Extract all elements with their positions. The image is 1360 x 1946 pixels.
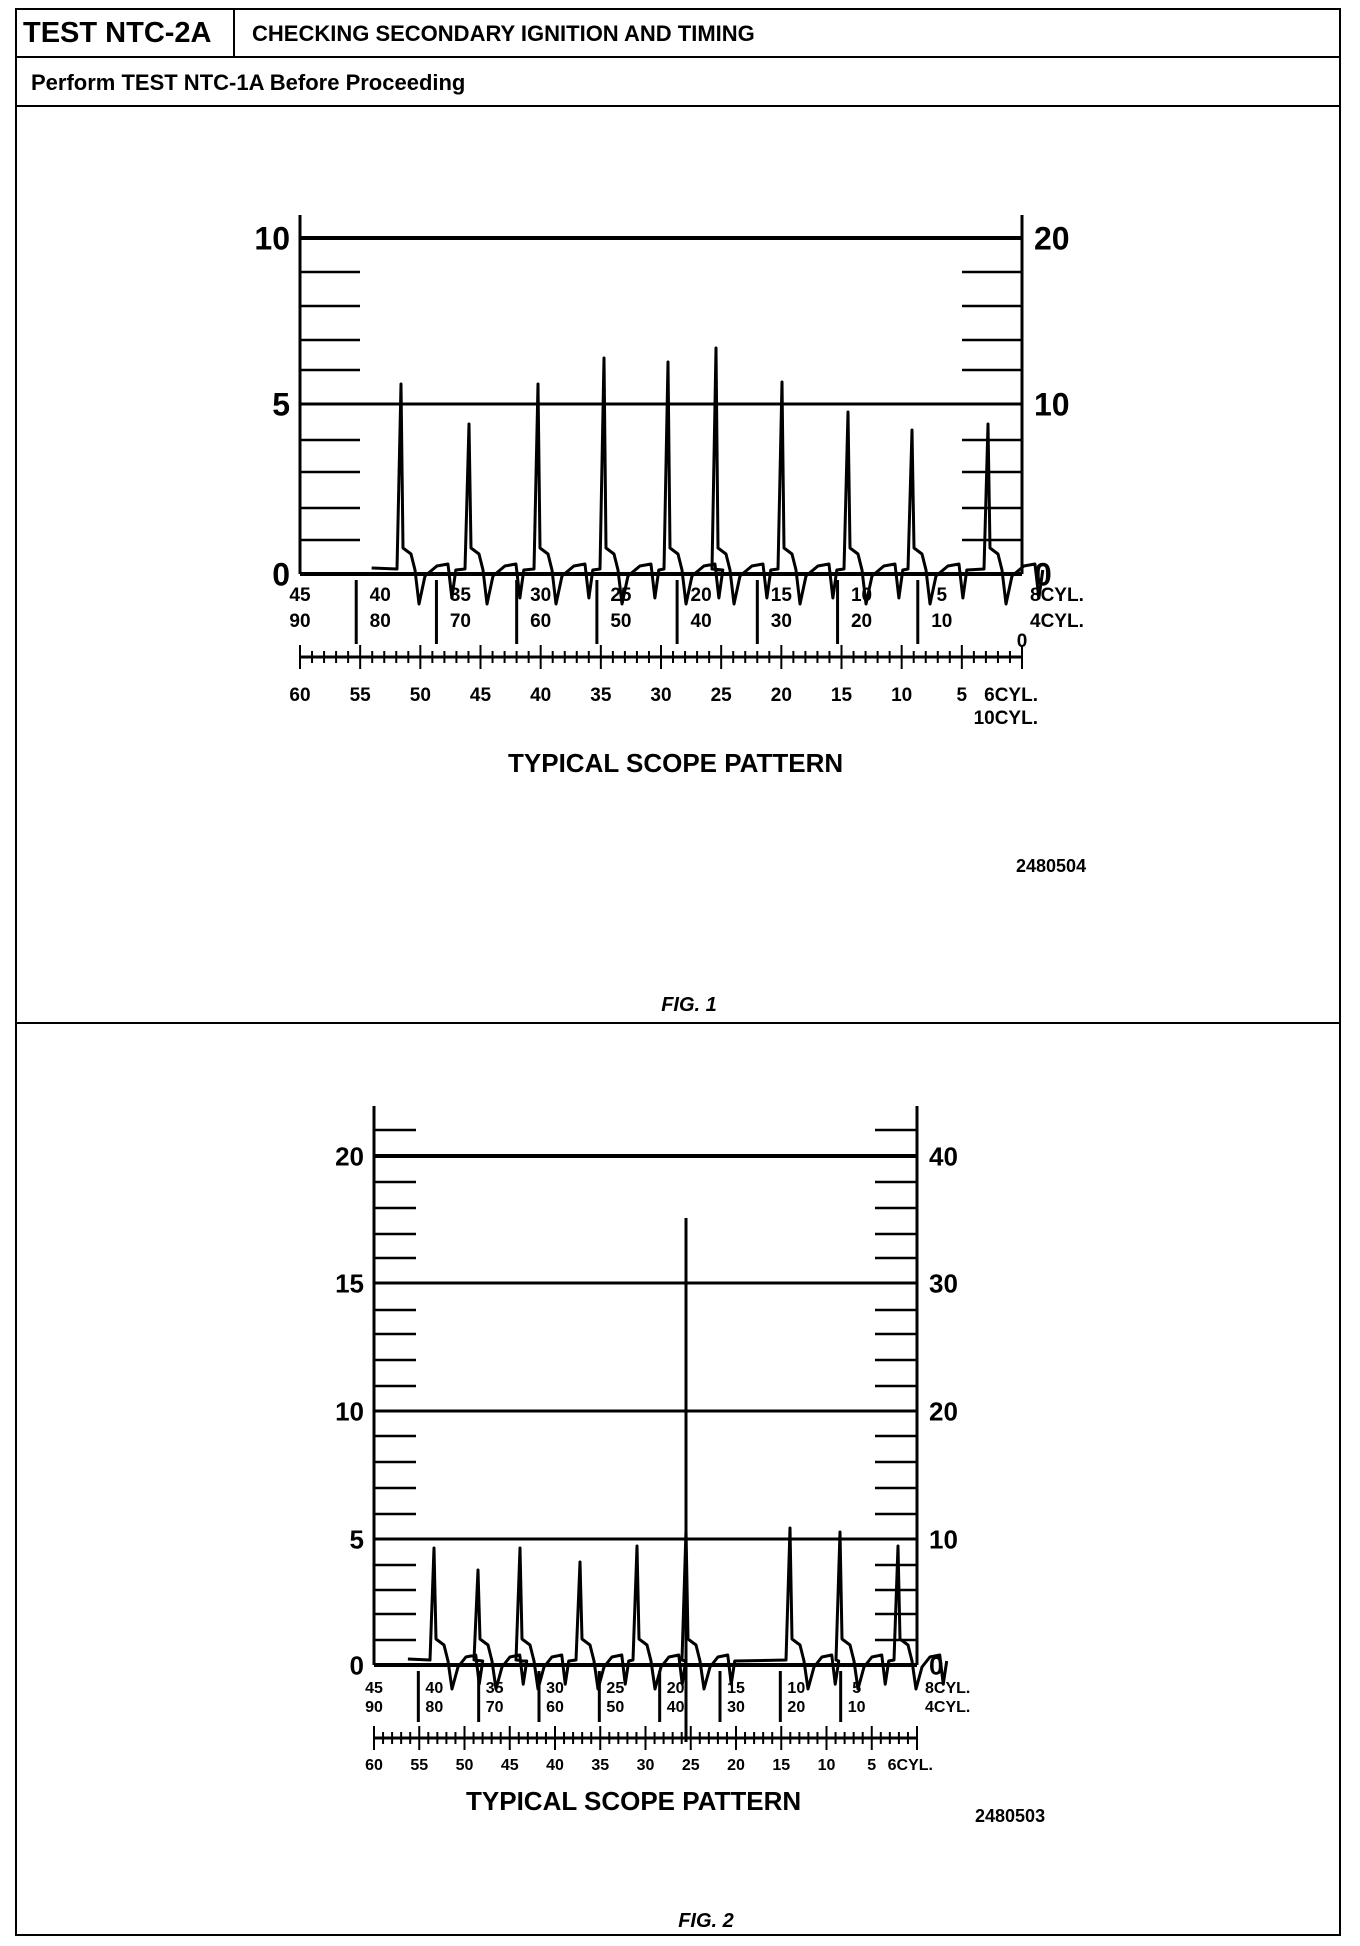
cyl4-degree-label: 80 <box>369 611 391 632</box>
cyl8-degree-label: 20 <box>666 1680 685 1697</box>
cyl8-label: 8CYL. <box>925 1680 971 1697</box>
left-scale-label: 10 <box>254 220 290 257</box>
left-scale-label: 10 <box>335 1396 364 1427</box>
cyl4-degree-label: 80 <box>425 1699 444 1716</box>
cyl4-degree-label: 40 <box>666 1699 685 1716</box>
cyl4-degree-label: 70 <box>449 611 472 632</box>
cyl8-degree-label: 10 <box>787 1680 806 1697</box>
cyl8-degree-label: 35 <box>485 1680 504 1697</box>
fig1-scope-pattern <box>254 215 1083 729</box>
right-scale-label: 30 <box>929 1268 958 1299</box>
cyl4-label: 4CYL. <box>1030 611 1084 632</box>
cyl4-degree-label: 20 <box>850 611 873 632</box>
cyl8-degree-label: 15 <box>727 1680 745 1697</box>
cyl8-degree-label: 10 <box>850 585 873 606</box>
cyl4-degree-label: 90 <box>365 1699 383 1716</box>
cyl4-degree-label: 30 <box>770 611 792 632</box>
cyl4-degree-label: 10 <box>847 1699 866 1716</box>
right-scale-label: 0 <box>1034 556 1052 593</box>
fig2-number: 2480503 <box>975 1806 1046 1826</box>
cyl8-degree-label: 30 <box>546 1680 564 1697</box>
cyl6-degree-label: 20 <box>727 1757 745 1774</box>
cyl8-degree-label: 15 <box>770 585 792 606</box>
right-scale-label: 20 <box>1034 220 1070 257</box>
cyl6-degree-label: 5 <box>956 685 968 706</box>
cyl10-label: 10CYL. <box>973 708 1038 729</box>
cyl4-degree-label: 90 <box>289 611 311 632</box>
cyl6-degree-label: 30 <box>650 685 672 706</box>
cyl6-degree-label: 25 <box>710 685 732 706</box>
cyl6-degree-label: 50 <box>455 1757 474 1774</box>
cyl4-degree-label: 50 <box>606 1699 625 1716</box>
fig1-caption: TYPICAL SCOPE PATTERN <box>508 748 844 778</box>
cyl6-degree-label: 15 <box>830 685 853 706</box>
cyl8-degree-label: 20 <box>690 585 712 606</box>
cyl6-degree-label: 10 <box>891 685 913 706</box>
cyl6-degree-label: 15 <box>772 1757 791 1774</box>
fig2-caption: TYPICAL SCOPE PATTERN <box>466 1786 802 1816</box>
cyl8-degree-label: 5 <box>936 585 948 606</box>
cyl6-degree-label: 10 <box>817 1757 836 1774</box>
cyl4-degree-label: 60 <box>530 611 552 632</box>
cyl8-degree-label: 45 <box>289 585 311 606</box>
cyl6-degree-label: 5 <box>867 1757 877 1774</box>
cyl6-degree-label: 45 <box>469 685 492 706</box>
cyl8-degree-label: 40 <box>425 1680 444 1697</box>
right-scale-label: 20 <box>929 1396 958 1427</box>
cyl6-degree-label: 35 <box>591 1757 610 1774</box>
cyl4-degree-label: 30 <box>727 1699 745 1716</box>
left-scale-label: 5 <box>272 386 290 423</box>
left-scale-label: 15 <box>335 1268 364 1299</box>
cyl6-degree-label: 40 <box>546 1757 564 1774</box>
cyl4-degree-label: 40 <box>690 611 712 632</box>
cyl6-degree-label: 40 <box>530 685 552 706</box>
cyl6-degree-label: 50 <box>409 685 431 706</box>
cyl8-degree-label: 25 <box>610 585 632 606</box>
cyl8-degree-label: 30 <box>530 585 552 606</box>
cyl4-degree-label: 50 <box>610 611 632 632</box>
cyl6-degree-label: 55 <box>410 1757 429 1774</box>
scope-waveform <box>369 348 1043 606</box>
cyl4-degree-label: 60 <box>546 1699 564 1716</box>
cyl8-degree-label: 35 <box>449 585 472 606</box>
cyl8-degree-label: 40 <box>369 585 391 606</box>
right-scale-label: 0 <box>929 1650 944 1681</box>
left-scale-label: 20 <box>335 1141 364 1172</box>
cyl4-degree-label: 70 <box>485 1699 504 1716</box>
right-scale-label: 40 <box>929 1141 958 1172</box>
fig2-scope-pattern <box>335 1106 970 1774</box>
cyl6-degree-label: 20 <box>770 685 792 706</box>
cyl4-label: 4CYL. <box>925 1699 971 1716</box>
cyl6-degree-label: 60 <box>365 1757 383 1774</box>
fig1-number: 2480504 <box>1016 856 1087 876</box>
cyl8-degree-label: 5 <box>852 1680 862 1697</box>
cyl6-degree-label: 30 <box>636 1757 655 1774</box>
cyl8-degree-label: 45 <box>365 1680 383 1697</box>
cyl6-degree-label: 35 <box>590 685 612 706</box>
right-scale-label: 10 <box>929 1524 958 1555</box>
cyl6-degree-label: 45 <box>500 1757 519 1774</box>
left-scale-label: 0 <box>272 556 290 593</box>
cyl6-degree-label: 55 <box>349 685 371 706</box>
cyl6-degree-label: 60 <box>289 685 311 706</box>
prerequisite-note: Perform TEST NTC-1A Before Proceeding <box>17 58 1339 107</box>
right-scale-label: 10 <box>1034 386 1070 423</box>
fig2-label: FIG. 2 <box>678 1910 734 1932</box>
left-scale-label: 0 <box>349 1650 364 1681</box>
left-scale-label: 5 <box>349 1524 364 1555</box>
test-id: TEST NTC-2A <box>17 10 235 56</box>
cyl6-label: 6CYL. <box>887 1757 933 1774</box>
test-title: CHECKING SECONDARY IGNITION AND TIMING <box>252 21 755 46</box>
cyl6-label: 6CYL. <box>984 685 1038 706</box>
cyl6-degree-label: 25 <box>681 1757 700 1774</box>
cyl8-label: 8CYL. <box>1030 585 1084 606</box>
cyl4-degree-label: 20 <box>787 1699 806 1716</box>
cyl4-degree-label: 10 <box>931 611 953 632</box>
cyl8-degree-label: 25 <box>606 1680 625 1697</box>
ruler-zero-label: 0 <box>1016 631 1028 652</box>
fig1-label: FIG. 1 <box>661 994 717 1016</box>
